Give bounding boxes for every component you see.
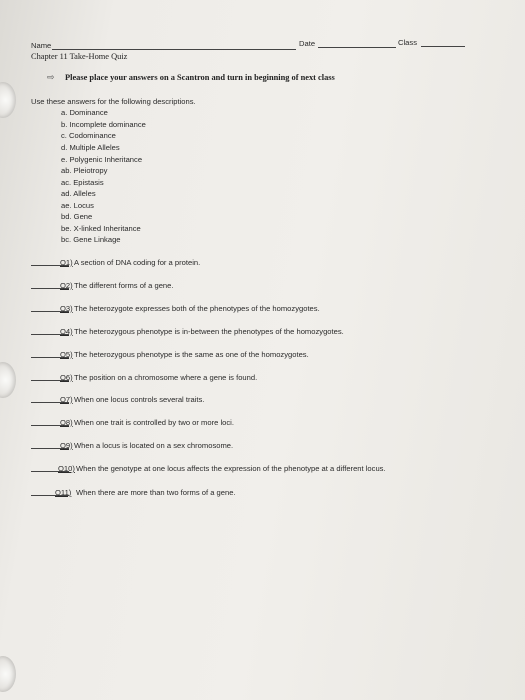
question-text: When one locus controls several traits. <box>74 395 205 404</box>
question-text: The heterozygous phenotype is the same as one of the homozygotes. <box>74 350 309 359</box>
answer-option: d. Multiple Alleles <box>61 143 120 152</box>
answer-option: b. Incomplete dominance <box>61 120 146 129</box>
question-text: When the genotype at one locus affects the expression of the phenotype at a different locus. <box>76 464 386 473</box>
question-text: When one trait is controlled by two or more loci. <box>74 418 234 427</box>
question-number: Q8) <box>60 418 73 427</box>
date-blank <box>318 47 396 48</box>
instruction-text: Please place your answers on a Scantron and turn in beginning of next class <box>65 73 335 82</box>
date-label: Date <box>299 39 316 48</box>
quiz-title: Chapter 11 Take-Home Quiz <box>31 52 128 61</box>
class-blank <box>421 46 465 47</box>
name-label: Name <box>31 41 52 50</box>
question-text: When there are more than two forms of a gene. <box>76 488 236 497</box>
name-blank <box>52 49 296 50</box>
question-number: Q5) <box>60 350 73 359</box>
question-number: Q6) <box>60 373 73 382</box>
arrow-icon: ⇨ <box>47 72 55 82</box>
punch-hole <box>0 82 16 118</box>
question-number: Q7) <box>60 395 73 404</box>
answer-option: ac. Epistasis <box>61 178 104 187</box>
answer-option: c. Codominance <box>61 131 116 140</box>
question-text: The position on a chromosome where a gene is found. <box>74 373 258 382</box>
question-number: Q3) <box>60 304 73 313</box>
question-number: Q4) <box>60 327 73 336</box>
question-number: Q10) <box>58 464 75 473</box>
question-text: The heterozygous phenotype is in-between the phenotypes of the homozygotes. <box>74 327 344 336</box>
class-label: Class <box>398 38 417 47</box>
answers-intro: Use these answers for the following descriptions. <box>31 97 196 106</box>
answer-option: ab. Pleiotropy <box>61 166 108 175</box>
question-number: Q1) <box>60 258 73 267</box>
answer-option: ad. Alleles <box>61 189 96 198</box>
answer-option: ae. Locus <box>61 201 94 210</box>
question-text: The heterozygote expresses both of the phenotypes of the homozygotes. <box>74 304 320 313</box>
punch-hole <box>0 656 16 692</box>
question-text: A section of DNA coding for a protein. <box>74 258 201 267</box>
question-number: Q2) <box>60 281 73 290</box>
answer-option: be. X-linked Inheritance <box>61 224 141 233</box>
question-text: The different forms of a gene. <box>74 281 174 290</box>
answer-option: bd. Gene <box>61 212 93 221</box>
answer-option: a. Dominance <box>61 108 108 117</box>
answer-option: e. Polygenic Inheritance <box>61 155 143 164</box>
question-text: When a locus is located on a sex chromosome. <box>74 441 234 450</box>
question-number: Q11) <box>55 488 72 497</box>
question-number: Q9) <box>60 441 73 450</box>
punch-hole <box>0 362 16 398</box>
answer-option: bc. Gene Linkage <box>61 235 121 244</box>
